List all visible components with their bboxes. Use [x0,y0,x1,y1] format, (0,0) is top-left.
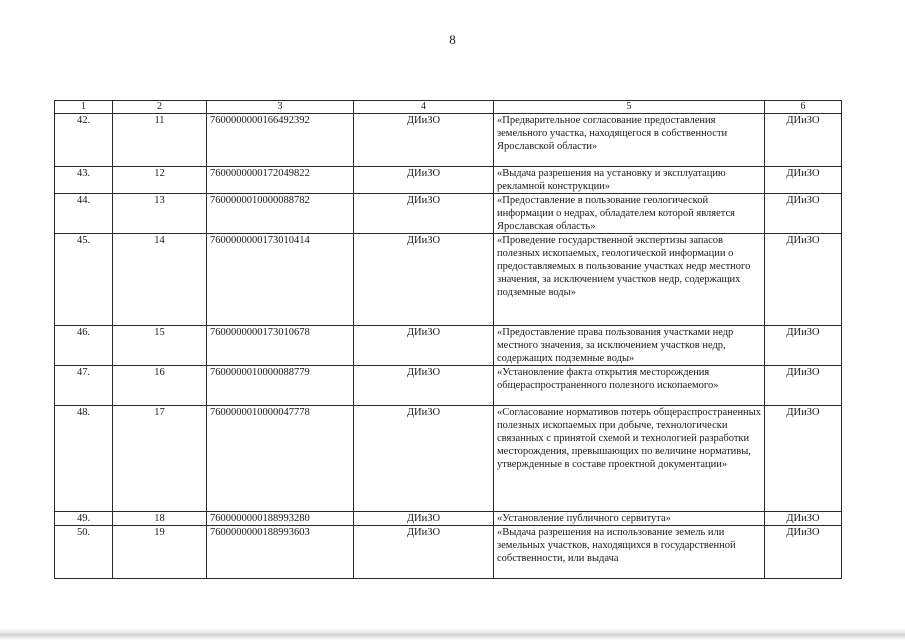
sub-number: 16 [113,366,207,406]
sub-number: 11 [113,114,207,167]
service-code: 7600000000188993280 [207,512,354,526]
sub-number: 15 [113,326,207,366]
services-table [54,100,842,579]
organization: ДИиЗО [354,366,494,406]
service-code: 7600000000172049822 [207,167,354,194]
sub-number: 14 [113,234,207,326]
header-cell: 2 [113,101,207,114]
header-cell: 5 [494,101,765,114]
organization: ДИиЗО [354,234,494,326]
organization: ДИиЗО [354,194,494,234]
table-row [55,167,842,194]
row-number: 43. [55,167,113,194]
organization: ДИиЗО [354,326,494,366]
organization: ДИиЗО [354,167,494,194]
sub-number: 17 [113,406,207,512]
responsible: ДИиЗО [765,194,842,234]
table-row [55,366,842,406]
table-row [55,194,842,234]
service-code: 7600000000173010414 [207,234,354,326]
responsible: ДИиЗО [765,234,842,326]
header-cell: 3 [207,101,354,114]
organization: ДИиЗО [354,406,494,512]
service-code: 7600000010000088779 [207,366,354,406]
service-name: «Выдача разрешения на установку и эксплуатацию рекламной конструкции» [494,167,765,194]
table-row [55,234,842,326]
sub-number: 13 [113,194,207,234]
table-header-row [55,101,842,114]
service-code: 7600000000173010678 [207,326,354,366]
header-cell: 4 [354,101,494,114]
row-number: 44. [55,194,113,234]
table-row [55,512,842,526]
sub-number: 19 [113,526,207,579]
row-number: 42. [55,114,113,167]
header-cell: 1 [55,101,113,114]
organization: ДИиЗО [354,114,494,167]
service-name: «Согласование нормативов потерь общераспространенных полезных ископаемых при добыче, технологически связанных с принятой схемой и технологией разработки месторождения, превышающих по величине нормативы, утвержденные в составе проектной документации» [494,406,765,512]
responsible: ДИиЗО [765,406,842,512]
service-name: «Предварительное согласование предоставления земельного участка, находящегося в собственности Ярославской области» [494,114,765,167]
service-code: 7600000010000088782 [207,194,354,234]
table-row [55,526,842,579]
organization: ДИиЗО [354,526,494,579]
service-name: «Предоставление в пользование геологической информации о недрах, обладателем которой является Ярославская область» [494,194,765,234]
service-name: «Предоставление права пользования участками недр местного значения, за исключением участков недр, содержащих подземные воды» [494,326,765,366]
page-number: 8 [449,32,456,47]
table-row [55,406,842,512]
responsible: ДИиЗО [765,512,842,526]
service-name: «Установление факта открытия месторождения общераспространенного полезного ископаемого» [494,366,765,406]
row-number: 49. [55,512,113,526]
row-number: 46. [55,326,113,366]
sub-number: 18 [113,512,207,526]
service-name: «Проведение государственной экспертизы запасов полезных ископаемых, геологической информации о предоставляемых в пользование участках недр местного значения, за исключением участков недр, содержащих подземные воды» [494,234,765,326]
row-number: 48. [55,406,113,512]
responsible: ДИиЗО [765,526,842,579]
service-name: «Выдача разрешения на использование земель или земельных участков, находящихся в государственной собственности, или выдача [494,526,765,579]
service-code: 7600000000188993603 [207,526,354,579]
service-name: «Установление публичного сервитута» [494,512,765,526]
service-code: 7600000000166492392 [207,114,354,167]
row-number: 47. [55,366,113,406]
table-row [55,326,842,366]
row-number: 50. [55,526,113,579]
responsible: ДИиЗО [765,326,842,366]
sub-number: 12 [113,167,207,194]
responsible: ДИиЗО [765,114,842,167]
header-cell: 6 [765,101,842,114]
table-row [55,114,842,167]
scan-edge [0,628,905,640]
row-number: 45. [55,234,113,326]
responsible: ДИиЗО [765,366,842,406]
organization: ДИиЗО [354,512,494,526]
service-code: 7600000010000047778 [207,406,354,512]
responsible: ДИиЗО [765,167,842,194]
